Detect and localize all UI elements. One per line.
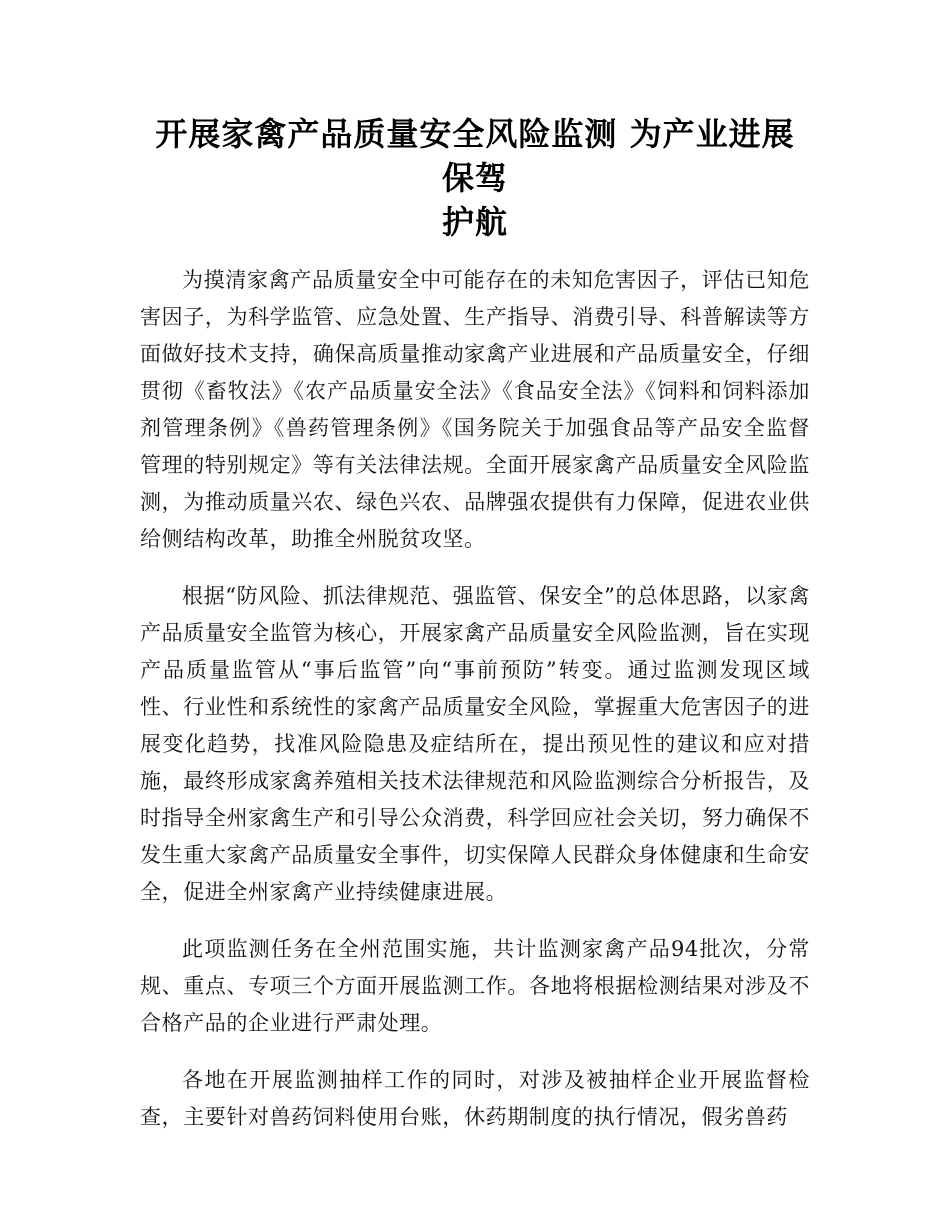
- paragraph-4: 各地在开展监测抽样工作的同时，对涉及被抽样企业开展监督检查，主要针对兽药饲料使用台账，休药期制度的执行情况，假劣兽药: [140, 1068, 810, 1129]
- paragraph-1: 为摸清家禽产品质量安全中可能存在的未知危害因子，评估已知危害因子，为科学监管、应急处置、生产指导、消费引导、科普解读等方面做好技术支持，确保高质量推动家禽产业进展和产品质量安全，仔细贯彻《畜牧法》《农产品质量安全法》《食品安全法》《饲料和饲料添加剂管理条例》《兽药管理条例》《国务院关于加强食品等产品安全监督管理的特别规定》等有关法律法规。全面开展家禽产品质量安全风险监测，为推动质量兴农、绿色兴农、品牌强农提供有力保障，促进农业供给侧结构改革，助推全州脱贫攻坚。: [140, 268, 810, 551]
- paragraph-2: 根据“防风险、抓法律规范、强监管、保安全”的总体思路，以家禽产品质量安全监管为核心，开展家禽产品质量安全风险监测，旨在实现产品质量监管从“事后监管”向“事前预防”转变。通过监测发现区域性、行业性和系统性的家禽产品质量安全风险，掌握重大危害因子的进展变化趋势，找准风险隐患及症结所在，提出预见性的建议和应对措施，最终形成家禽养殖相关技术法律规范和风险监测综合分析报告，及时指导全州家禽生产和引导公众消费，科学回应社会关切，努力确保不发生重大家禽产品质量安全事件，切实保障人民群众身体健康和生命安全，促进全州家禽产业持续健康进展。: [140, 584, 810, 904]
- title-line-2: 护航: [441, 203, 508, 241]
- document-body: [140, 262, 810, 1136]
- document-title: [140, 112, 810, 244]
- title-line-1: 开展家禽产品质量安全风险监测 为产业进展保驾: [155, 115, 795, 197]
- paragraph-3: 此项监测任务在全州范围实施，共计监测家禽产品94批次，分常规、重点、专项三个方面开展监测工作。各地将根据检测结果对涉及不合格产品的企业进行严肃处理。: [140, 937, 810, 1035]
